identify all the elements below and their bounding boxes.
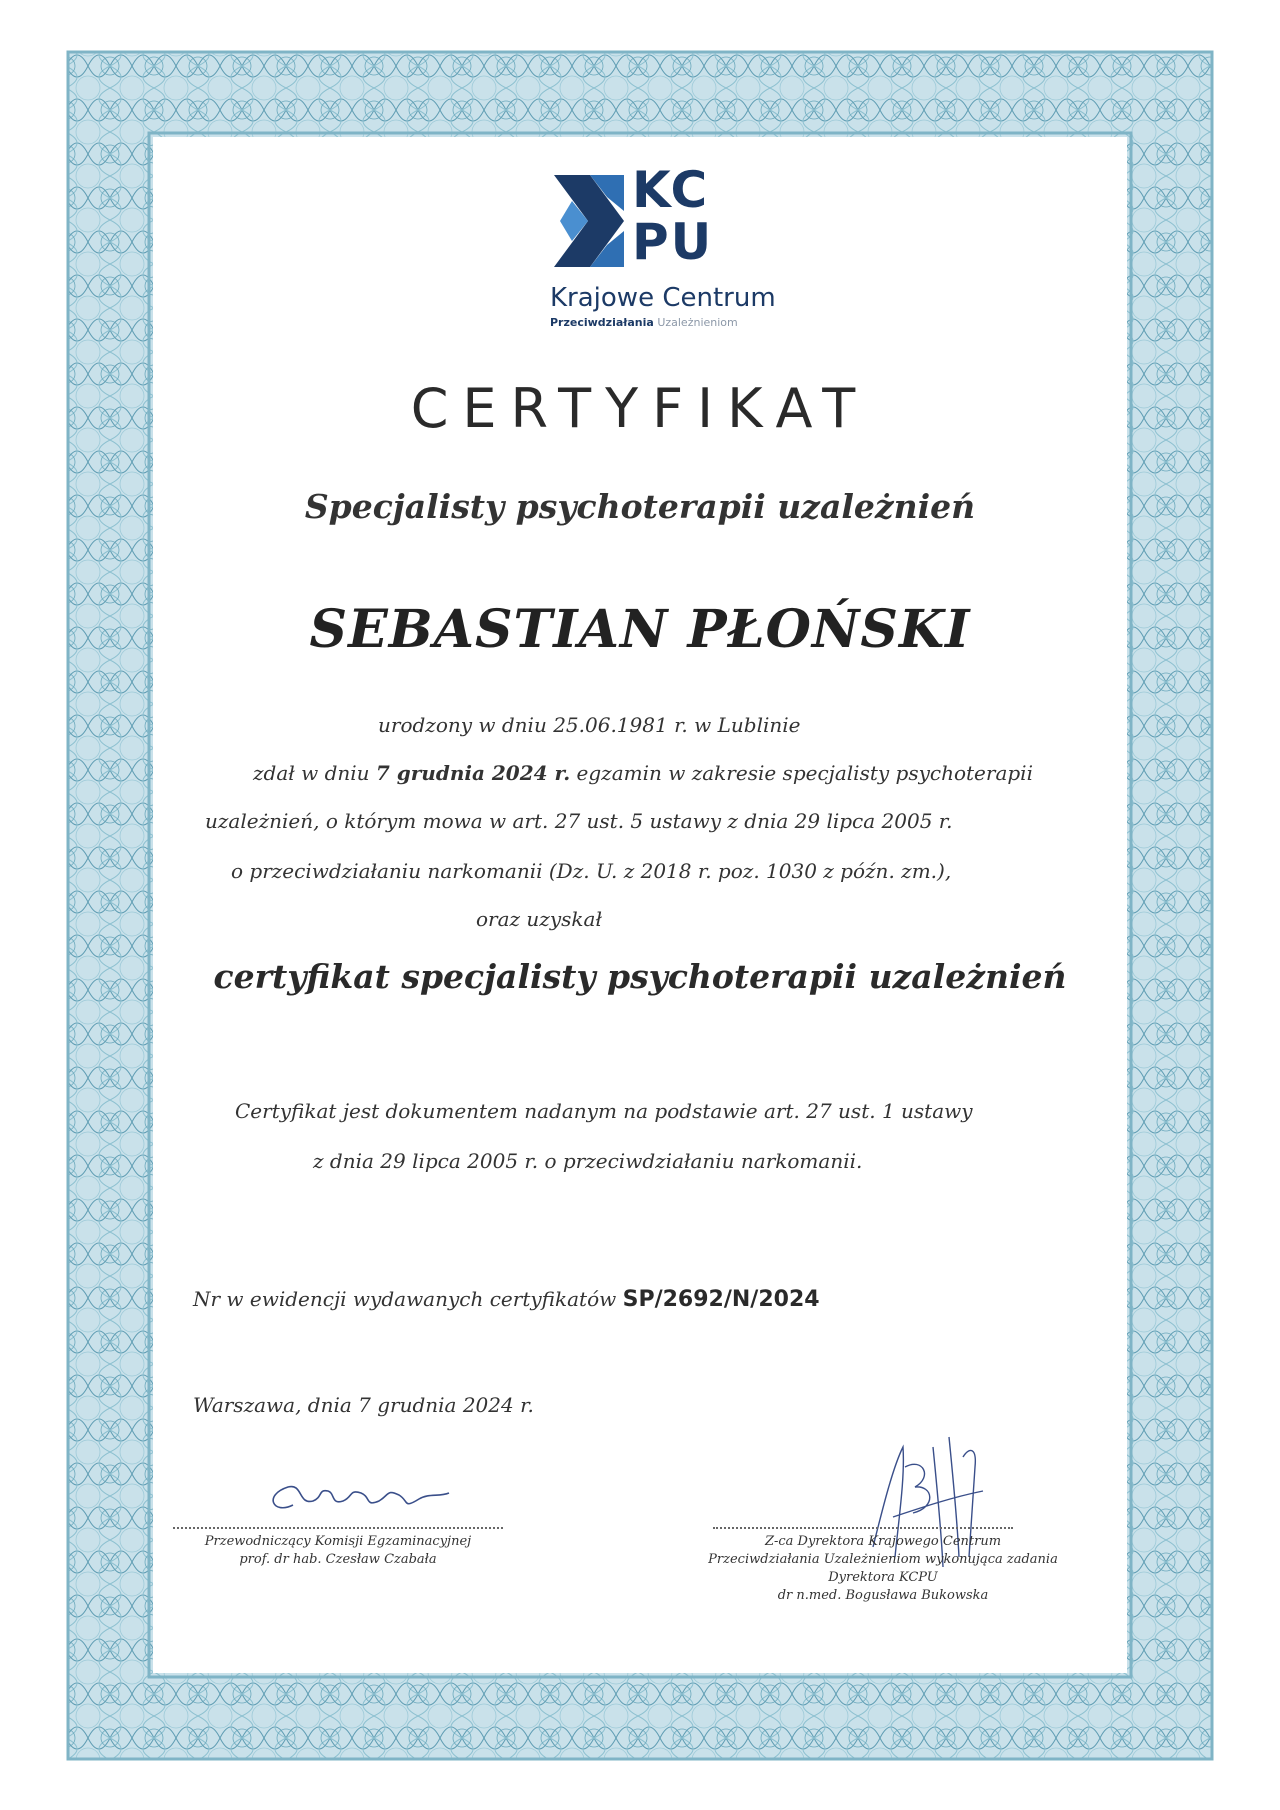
act-line: o przeciwdziałaniu narkomanii (Dz. U. z 2018 r. poz. 1030 z późn. zm.),	[231, 859, 952, 883]
passed-line	[253, 761, 1033, 785]
signature-right-role-1: Z-ca Dyrektora Krajowego Centrum	[764, 1534, 1002, 1549]
kcpu-logo	[550, 161, 776, 329]
passed-date: 7 grudnia 2024 r.	[375, 761, 571, 785]
article-line: uzależnień, o którym mowa w art. 27 ust. 5 ustawy z dnia 29 lipca 2005 r.	[205, 809, 953, 833]
logo-mark-line-2: PU	[632, 213, 714, 271]
logo-name: Krajowe Centrum	[550, 283, 776, 313]
signature-left-name: prof. dr hab. Czesław Czabała	[239, 1552, 437, 1567]
basis-line-2: z dnia 29 lipca 2005 r. o przeciwdziałaniu narkomanii.	[313, 1149, 863, 1173]
place-date: Warszawa, dnia 7 grudnia 2024 r.	[193, 1393, 534, 1417]
certificate-content	[153, 137, 1127, 1673]
logo-mark-line-1: KC	[632, 161, 710, 219]
signature-left-line	[173, 1527, 503, 1529]
birth-line: urodzony w dniu 25.06.1981 r. w Lublinie	[378, 713, 801, 737]
certificate-subtitle: Specjalisty psychoterapii uzależnień	[304, 487, 976, 526]
obtained-line: oraz uzyskał	[476, 907, 602, 931]
basis-line-1: Certyfikat jest dokumentem nadanym na podstawie art. 27 ust. 1 ustawy	[235, 1099, 973, 1123]
certificate-type: certyfikat specjalisty psychoterapii uzależnień	[213, 957, 1067, 996]
passed-prefix: zdał w dniu	[253, 761, 376, 785]
signature-right-role-2: Przeciwdziałania Uzależnieniom wykonująca zadania	[708, 1552, 1058, 1567]
signature-right-role-3: Dyrektora KCPU	[828, 1570, 938, 1585]
recipient-name: SEBASTIAN PŁOŃSKI	[309, 599, 971, 660]
signature-right-name: dr n.med. Bogusława Bukowska	[777, 1588, 989, 1603]
registry-number: SP/2692/N/2024	[622, 1287, 820, 1312]
logo-tagline	[550, 316, 740, 329]
registry-line	[193, 1287, 820, 1312]
signature-left-handwritten	[253, 1475, 473, 1525]
signature-right-line	[713, 1527, 1013, 1529]
registry-label: Nr w ewidencji wydawanych certyfikatów	[193, 1287, 617, 1311]
logo-tagline-light: Uzależnieniom	[657, 316, 738, 329]
certificate-title: CERTYFIKAT	[410, 377, 870, 440]
signature-left-role: Przewodniczący Komisji Egzaminacyjnej	[204, 1534, 472, 1549]
logo-tagline-bold: Przeciwdziałania	[550, 316, 654, 329]
passed-suffix: egzamin w zakresie specjalisty psychoterapii	[570, 761, 1033, 785]
